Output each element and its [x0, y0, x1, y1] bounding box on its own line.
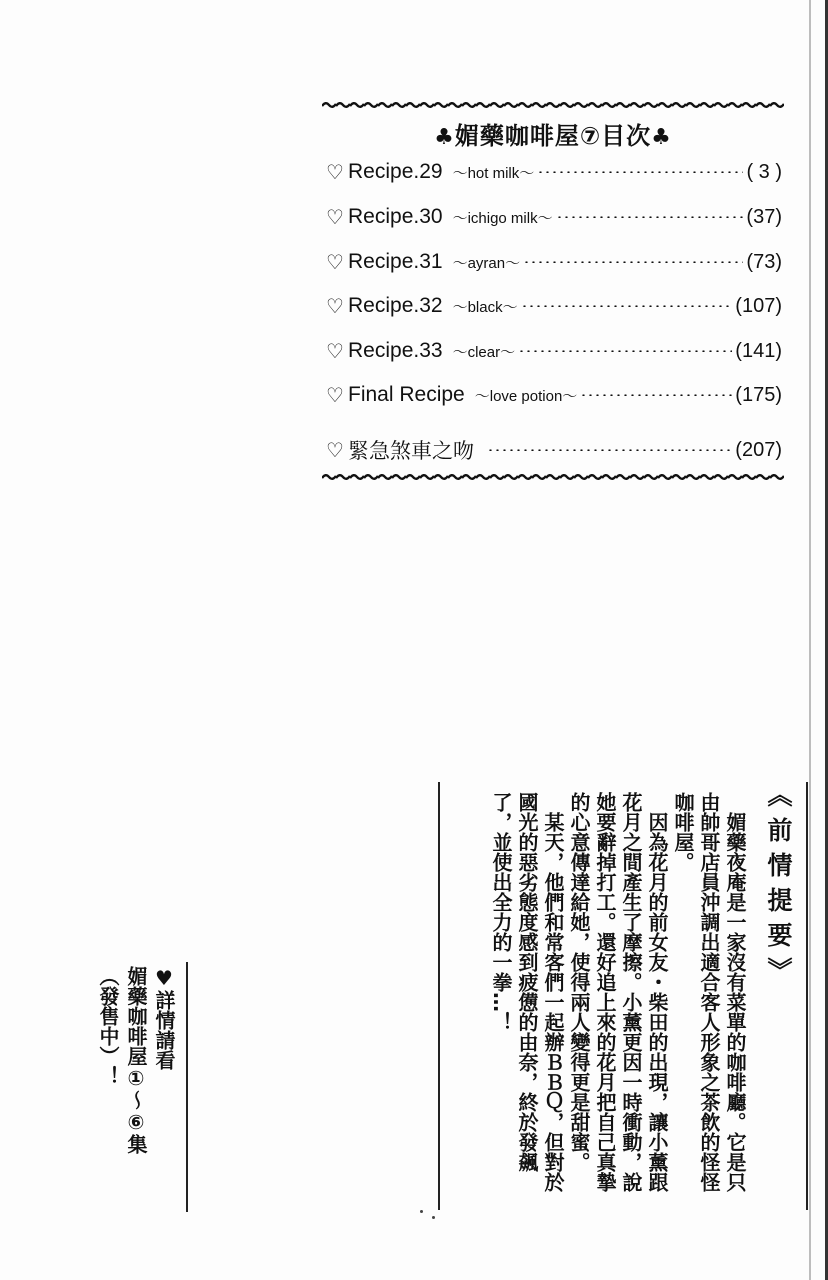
heart-outline-icon: ♡	[326, 439, 344, 462]
details-line: （發售中）！	[96, 966, 120, 1086]
toc-entry	[326, 379, 782, 411]
club-icon: ♣	[651, 125, 672, 150]
summary-paragraph: 因為花月的前女友・柴田的出現，讓小薰跟花月之間產生了摩擦。小薰更因一時衝動，說她要辭掉打工。還好追上來的花月把自己真摯的心意傳達給她，使得兩人變得更是甜蜜。	[567, 792, 669, 1192]
toc-entry-page: (37)	[746, 205, 782, 228]
heart-outline-icon: ♡	[326, 295, 344, 318]
summary-text	[488, 792, 748, 1202]
toc-entry	[326, 246, 782, 278]
summary-heading: 《前情提要》	[764, 782, 793, 992]
details-text	[94, 966, 178, 1210]
toc-entry-subtitle: ～hot milk～	[452, 164, 535, 182]
toc-entry	[326, 156, 782, 188]
heart-outline-icon: ♡	[326, 161, 344, 184]
toc-title: ♣媚藥咖啡屋⑦目次♣	[434, 122, 672, 150]
ornament-border-top	[322, 100, 784, 110]
details-line: ♥詳情請看	[152, 966, 176, 1070]
print-speck	[420, 1210, 423, 1213]
dot-leader	[556, 216, 744, 218]
details-line: 媚藥咖啡屋①～⑥集	[124, 966, 148, 1154]
dot-leader	[580, 394, 732, 396]
toc-entry-page: (175)	[735, 383, 782, 406]
toc-entry-page: (107)	[735, 294, 782, 317]
toc-entry-subtitle: ～love potion～	[474, 387, 578, 405]
toc-entry-label: Recipe.33	[348, 339, 443, 362]
toc-entry-subtitle: ～ichigo milk～	[452, 209, 553, 227]
toc-entry-label: Recipe.32	[348, 294, 443, 317]
details-note-box	[60, 962, 188, 1212]
summary-paragraph: 媚藥夜庵是一家沒有菜單的咖啡廳。它是只由帥哥店員沖調出適合客人形象之茶飲的怪怪咖啡屋。	[671, 792, 747, 1192]
dot-leader	[518, 350, 732, 352]
toc-entry	[326, 201, 782, 233]
toc-entry-subtitle: ～ayran～	[452, 254, 521, 272]
toc-entry-label: Recipe.29	[348, 160, 443, 183]
page-edge-line	[809, 0, 811, 1280]
toc-entry-label: Final Recipe	[348, 383, 465, 406]
toc-entry-subtitle: ～black～	[452, 298, 518, 316]
toc-entry-page: (141)	[735, 339, 782, 362]
dot-leader	[523, 261, 743, 263]
heart-outline-icon: ♡	[326, 340, 344, 363]
dot-leader	[537, 171, 743, 173]
summary-paragraph: 某天，他們和常客們一起辦ＢＢＱ，但對於國光的惡劣態度感到疲憊的由奈，終於發飆了，並使出全力的一拳…！	[489, 792, 565, 1192]
print-speck	[432, 1216, 435, 1219]
toc-entry-page: (207)	[735, 438, 782, 461]
dot-leader	[521, 305, 733, 307]
heart-outline-icon: ♡	[326, 251, 344, 274]
toc-entry	[326, 335, 782, 367]
heart-outline-icon: ♡	[326, 384, 344, 407]
dot-leader	[487, 449, 732, 451]
story-summary-box	[438, 782, 808, 1210]
toc-entry-label: Recipe.30	[348, 205, 443, 228]
toc-entry	[326, 434, 782, 466]
toc-entry-page: (73)	[746, 250, 782, 273]
ornament-border-bottom	[322, 472, 784, 482]
club-icon: ♣	[434, 125, 455, 150]
table-of-contents	[322, 100, 784, 490]
toc-entry-subtitle: ～clear～	[452, 343, 516, 361]
toc-entry-label: Recipe.31	[348, 250, 443, 273]
toc-entry-page: ( 3 )	[746, 160, 782, 183]
toc-entry-label: 緊急煞車之吻	[348, 440, 474, 463]
toc-entry	[326, 290, 782, 322]
heart-outline-icon: ♡	[326, 206, 344, 229]
